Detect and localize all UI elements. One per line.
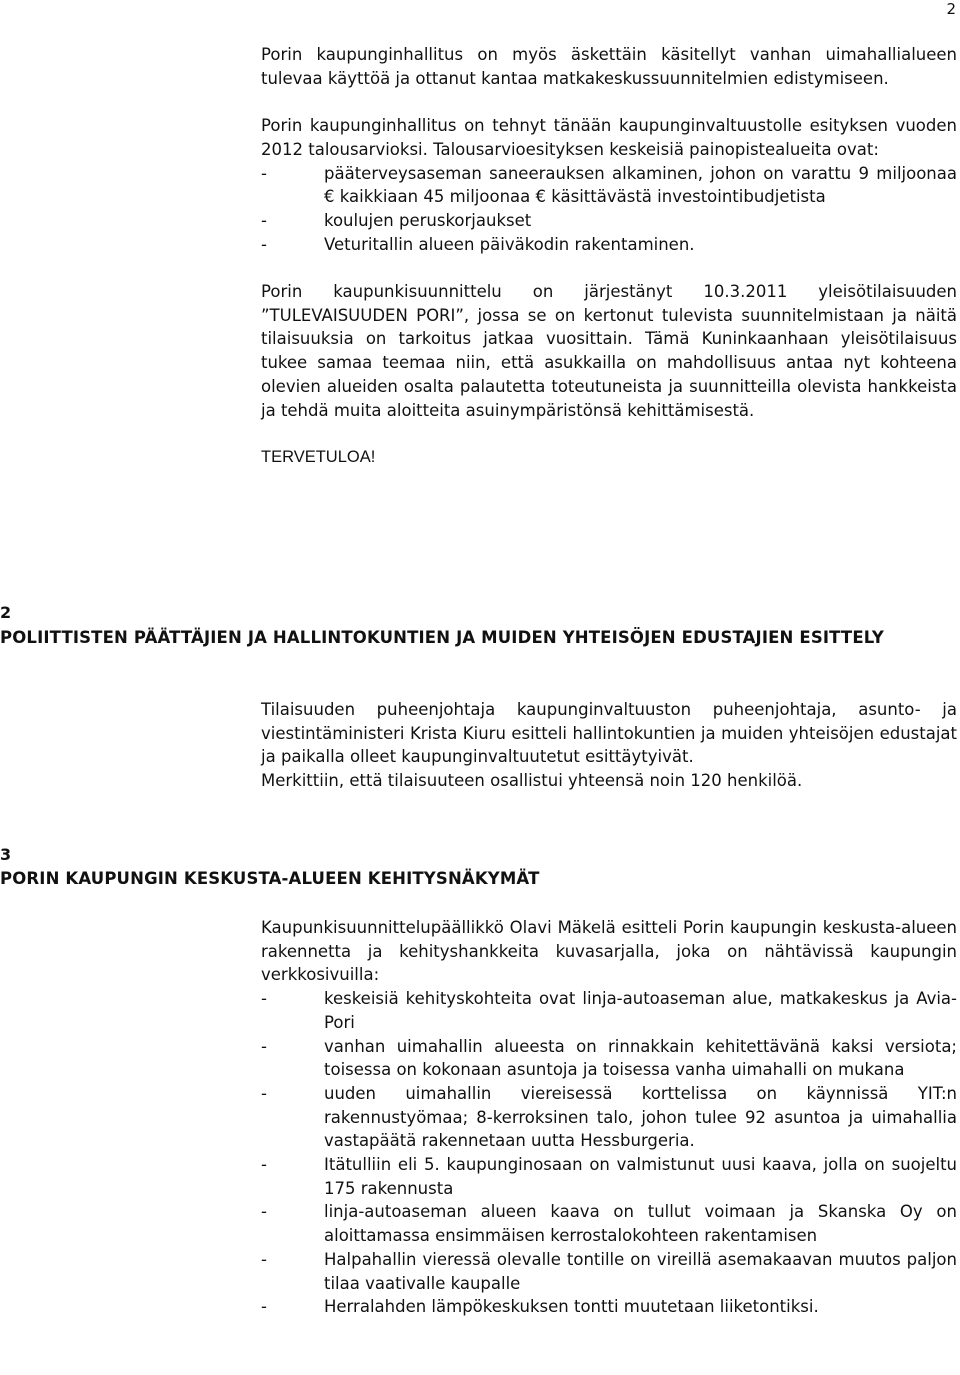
- section-title: PORIN KAUPUNGIN KESKUSTA-ALUEEN KEHITYSNÄKYMÄT: [0, 869, 540, 888]
- list-item-text: Itätulliin eli 5. kaupunginosaan on valmistunut uusi kaava, jolla on suojeltu 175 rakennusta: [324, 1155, 957, 1198]
- dash-bullet: -: [261, 989, 267, 1009]
- dash-bullet: -: [261, 163, 267, 183]
- intro-paragraph-3: Porin kaupunkisuunnittelu on järjestänyt 10.3.2011 yleisötilaisuuden ”TULEVAISUUDEN PORI”, jossa se on kertonut tulevista suunnitelmistaan ja näitä tilaisuuksia on tarkoitus jatkaa vuosittain. Tämä Kuninkaanhaan yleisötilaisuus tukee samaa teemaa niin, että asukkailla on mahdollisuus antaa nyt kohteena olevien alueiden osalta palautetta toteutuneista ja suunnitteilla olevista hankkeista ja tehdä muita aloitteita asuinympäristönsä kehittämisestä.: [261, 282, 957, 420]
- section-3-body: [261, 916, 957, 1319]
- list-item: [261, 1200, 957, 1247]
- list-item: [261, 987, 957, 1034]
- dash-bullet: -: [261, 1297, 267, 1317]
- list-item-text: uuden uimahallin viereisessä korttelissa on käynnissä YIT:n rakennustyömaa; 8-kerroksinen talo, johon tulee 92 asuntoa ja uimahallia vastapäätä rakennetaan uutta Hessburgeria.: [324, 1083, 957, 1151]
- list-item: [261, 233, 957, 257]
- list-item-text: keskeisiä kehityskohteita ovat linja-autoaseman alue, matkakeskus ja Avia-Pori: [324, 989, 957, 1032]
- page-number: 2: [946, 0, 956, 18]
- list-item-text: pääterveysaseman saneerauksen alkaminen, johon on varattu 9 miljoonaa € kaikkiaan 45 miljoonaa € käsittävästä investointibudjetista: [324, 163, 957, 207]
- dash-bullet: -: [261, 1036, 267, 1056]
- list-item: [261, 1082, 957, 1153]
- section-2-paragraph-1: Tilaisuuden puheenjohtaja kaupunginvaltuuston puheenjohtaja, asunto- ja viestintäministeri Krista Kiuru esitteli hallintokuntien ja muiden yhteisöjen edustajat ja paikalla olleet kaupunginvaltuutetut esittäytyivät.: [261, 700, 957, 767]
- list-item: [261, 1035, 957, 1082]
- list-item-text: Veturitallin alueen päiväkodin rakentaminen.: [324, 234, 695, 254]
- dash-bullet: -: [261, 210, 267, 230]
- dash-bullet: -: [261, 1155, 267, 1175]
- list-item: [261, 1248, 957, 1295]
- section-title: POLIITTISTEN PÄÄTTÄJIEN JA HALLINTOKUNTIEN JA MUIDEN YHTEISÖJEN EDUSTAJIEN ESITTELY: [0, 628, 884, 647]
- dash-bullet: -: [261, 1202, 267, 1222]
- list-item-text: Herralahden lämpökeskuksen tontti muutetaan liiketontiksi.: [324, 1297, 819, 1317]
- list-item: [261, 1295, 957, 1319]
- section-2-body: [261, 698, 957, 793]
- intro-paragraph-2: Porin kaupunginhallitus on tehnyt tänään kaupunginvaltuustolle esityksen vuoden 2012 talousarvioksi. Talousarvioesityksen keskeisiä painopistealueita ovat:: [261, 116, 957, 159]
- list-item-text: koulujen peruskorjaukset: [324, 210, 532, 230]
- section-3-paragraph-1: Kaupunkisuunnittelupäällikkö Olavi Mäkelä esitteli Porin kaupungin keskusta-alueen rakennetta ja kehityshankkeita kuvasarjalla, joka on nähtävissä kaupungin verkkosivuilla:: [261, 918, 957, 985]
- dash-bullet: -: [261, 1083, 267, 1103]
- list-item-text: vanhan uimahallin alueesta on rinnakkain kehitettävänä kaksi versiota; toisessa on kokonaan asuntoja ja toisessa vanha uimahalli on mukana: [324, 1036, 957, 1080]
- section-number: 3: [0, 845, 12, 864]
- list-item-text: linja-autoaseman alueen kaava on tullut voimaan ja Skanska Oy on aloittamassa ensimmäisen kerrostalokohteen rakentamisen: [324, 1202, 957, 1246]
- dash-bullet: -: [261, 234, 267, 254]
- list-item: [261, 209, 957, 233]
- section-2-paragraph-2: Merkittiin, että tilaisuuteen osallistui yhteensä noin 120 henkilöä.: [261, 771, 803, 791]
- list-item-text: Halpahallin vieressä olevalle tontille on vireillä asemakaavan muutos paljon tilaa vaativalle kaupalle: [324, 1249, 957, 1293]
- list-item: [261, 162, 957, 209]
- welcome-text: TERVETULOA!: [261, 447, 376, 466]
- intro-paragraph-1: Porin kaupunginhallitus on myös äskettäin käsitellyt vanhan uimahallialueen tulevaa käyttöä ja ottanut kantaa matkakeskussuunnitelmien edistymiseen.: [261, 45, 957, 88]
- intro-block: [261, 43, 957, 470]
- section-number: 2: [0, 603, 12, 622]
- list-item: [261, 1153, 957, 1200]
- dash-bullet: -: [261, 1249, 267, 1269]
